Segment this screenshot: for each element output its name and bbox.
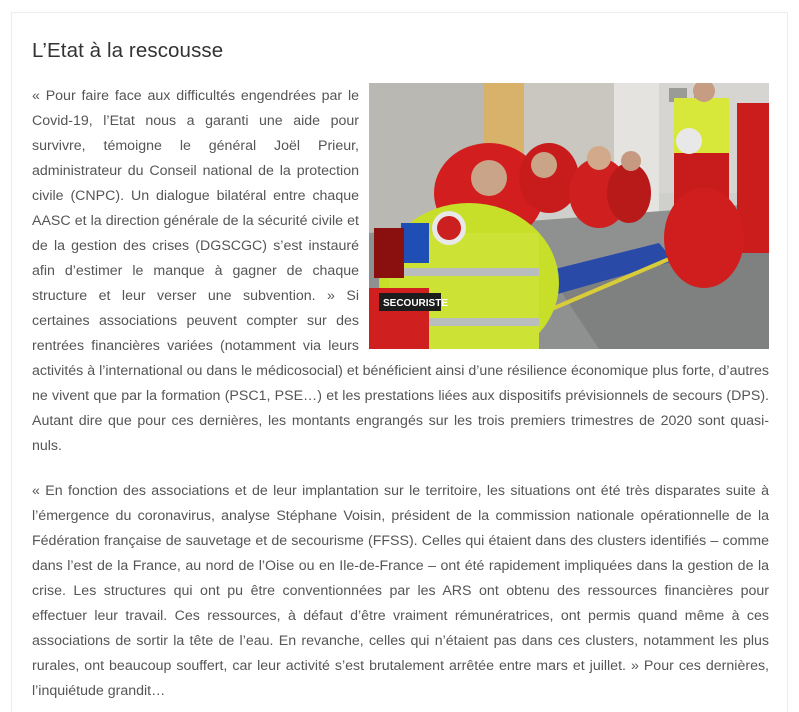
paragraph-1-text: « Pour faire face aux difficultés engendrées par le Covid-19, l’Etat nous a garanti une aide pour survivre, témoigne le général Joël Prieur, administrateur du Conseil national de la protection civile (CNPC). Un dialogue bilatéral entre chaque AASC et la direction générale de la sécurité civile et de la gestion des crises (DGSCGC) s’est instauré afin d’estimer le manque à gagner de chaque structure et leur verser une subvention. » Si certaines associations peuvent compter sur des rentrées financières variées (notamment via leurs activités à l’international ou dans le médicosocial) et bénéficient ainsi d’une résilience économique plus forte, d’autres ne vivent que par la formation (PSC1, PSE…) et les prestations liées aux dispositifs prévisionnels de secours (DPS). Autant dire que pour ces dernières, les montants engrangés sur les trois premiers trimestres de 2020 sont quasi-nuls. [32,88,769,454]
article [32,38,769,704]
article-title: L’Etat à la rescousse [32,39,224,62]
article-paragraph-2: « En fonction des associations et de leur implantation sur le territoire, les situations ont été très disparates suite à l’émergence du coronavirus, analyse Stéphane Voisin, président de la commission nationale opérationnelle de la Fédération française de sauvetage et de secourisme (FFSS). Celles qui étaient dans des clusters identifiés – comme dans l’est de la France, au nord de l’Oise ou en Ile-de-France – ont été rapidement impliquées dans la gestion de la crise. Les structures qui ont pu être conventionnées par les ARS ont obtenu des ressources financières pour effectuer leur travail. Ces ressources, à défaut d’être vraiment rémunératrices, ont permis quand même à ces associations de sortir la tête de l’eau. En revanche, celles qui n’étaient pas dans ces clusters, notamment les plus rurales, ont beaucoup souffert, car leur activité s’est brutalement arrêtée entre mars et juillet. » Pour ces dernières, l’inquiétude grandit… [32,483,769,699]
rescue-training-photo [369,83,769,349]
article-paragraph-1 [32,84,769,459]
vest-label: SECOURISTE [383,298,449,309]
